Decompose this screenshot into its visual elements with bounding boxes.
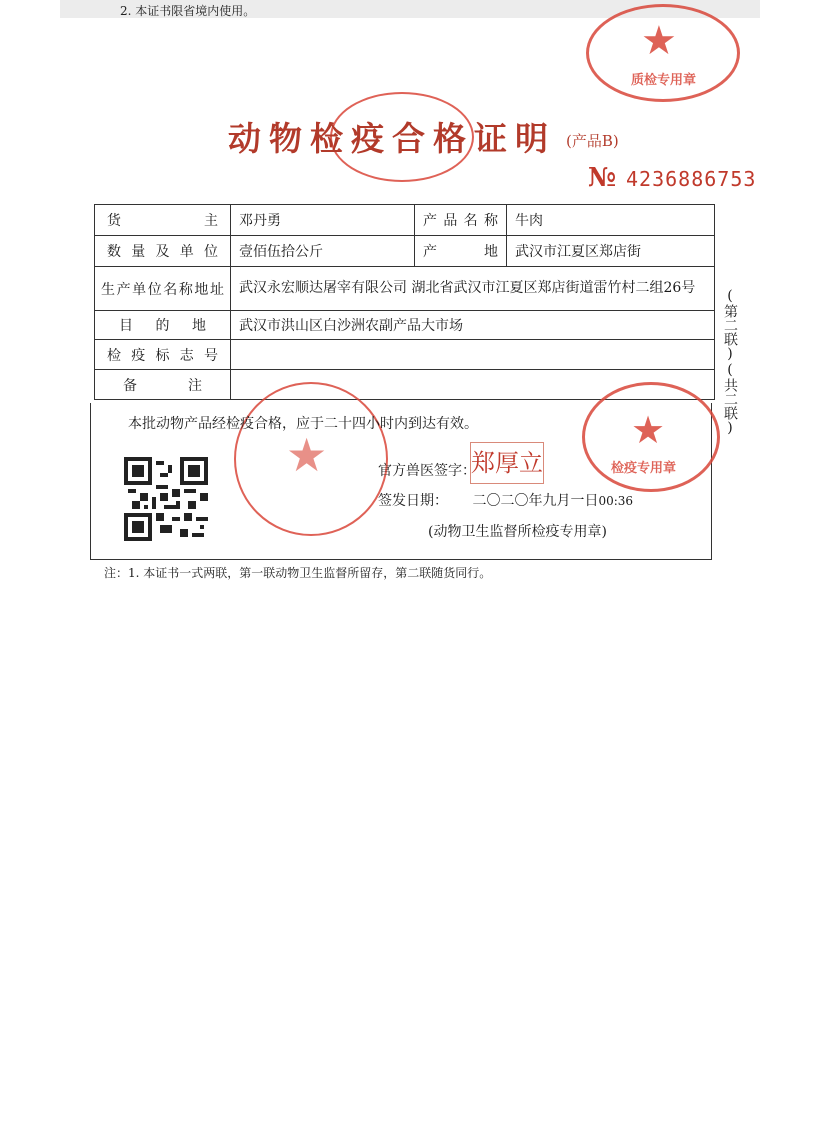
quantity-label: 数量及单位 bbox=[95, 236, 231, 267]
serial-mark: № bbox=[588, 163, 617, 193]
supervision-seal bbox=[234, 382, 388, 536]
star-icon: ★ bbox=[641, 18, 677, 64]
destination-value: 武汉市洪山区白沙洲农副产品大市场 bbox=[231, 311, 715, 340]
issue-date-line bbox=[378, 490, 633, 510]
issue-date-value: 二〇二〇年九月一日 bbox=[472, 493, 599, 509]
product-name-label: 产品名称 bbox=[415, 205, 507, 236]
document-title: 动物检疫合格证明 bbox=[228, 119, 556, 158]
table-row bbox=[95, 236, 715, 267]
origin-label: 产地 bbox=[415, 236, 507, 267]
serial-number: 4236886753 bbox=[626, 167, 757, 191]
destination-label: 目的地 bbox=[95, 311, 231, 340]
owner-label: 货主 bbox=[95, 205, 231, 236]
owner-value: 邓丹勇 bbox=[231, 205, 415, 236]
quarantine-seal bbox=[582, 382, 720, 492]
copy-indicator: (第二联)(共二联) bbox=[722, 288, 738, 436]
star-icon: ★ bbox=[286, 428, 328, 482]
quantity-value: 壹佰伍拾公斤 bbox=[231, 236, 415, 267]
issue-time-value: 00:36 bbox=[598, 494, 634, 508]
footnote: 注：1. 本证书一式两联，第一联动物卫生监督所留存，第二联随货同行。 bbox=[104, 566, 492, 580]
top-note: 2. 本证书限省境内使用。 bbox=[120, 4, 256, 18]
table-row bbox=[95, 205, 715, 236]
origin-value: 武汉市江夏区郑店街 bbox=[507, 236, 715, 267]
validity-statement: 本批动物产品经检疫合格，应于二十四小时内到达有效。 bbox=[128, 416, 478, 432]
stamp-label: 质检专用章 bbox=[631, 73, 697, 88]
quarantine-mark-value bbox=[231, 340, 715, 370]
seal-note: (动物卫生监督所检疫专用章) bbox=[428, 524, 607, 540]
table-row bbox=[95, 267, 715, 311]
certificate-table bbox=[94, 204, 715, 400]
qr-code-icon bbox=[124, 456, 208, 542]
star-icon: ★ bbox=[631, 408, 666, 452]
producer-value: 武汉永宏顺达屠宰有限公司 湖北省武汉市江夏区郑店街道雷竹村二组26号 bbox=[231, 267, 715, 311]
table-row bbox=[95, 311, 715, 340]
stamp-label: 检疫专用章 bbox=[611, 461, 677, 476]
issue-date-label: 签发日期： bbox=[378, 493, 448, 509]
quarantine-mark-label: 检疫标志号 bbox=[95, 340, 231, 370]
vet-signature-label: 官方兽医签字： bbox=[378, 463, 476, 479]
vet-signature-stamp: 郑厚立 bbox=[470, 442, 544, 484]
product-name-value: 牛肉 bbox=[507, 205, 715, 236]
producer-label: 生产单位名称地址 bbox=[95, 267, 231, 311]
document-subtitle: (产品B) bbox=[566, 132, 619, 150]
table-row bbox=[95, 340, 715, 370]
remarks-label: 备注 bbox=[95, 370, 231, 400]
quality-inspection-stamp bbox=[586, 4, 740, 102]
